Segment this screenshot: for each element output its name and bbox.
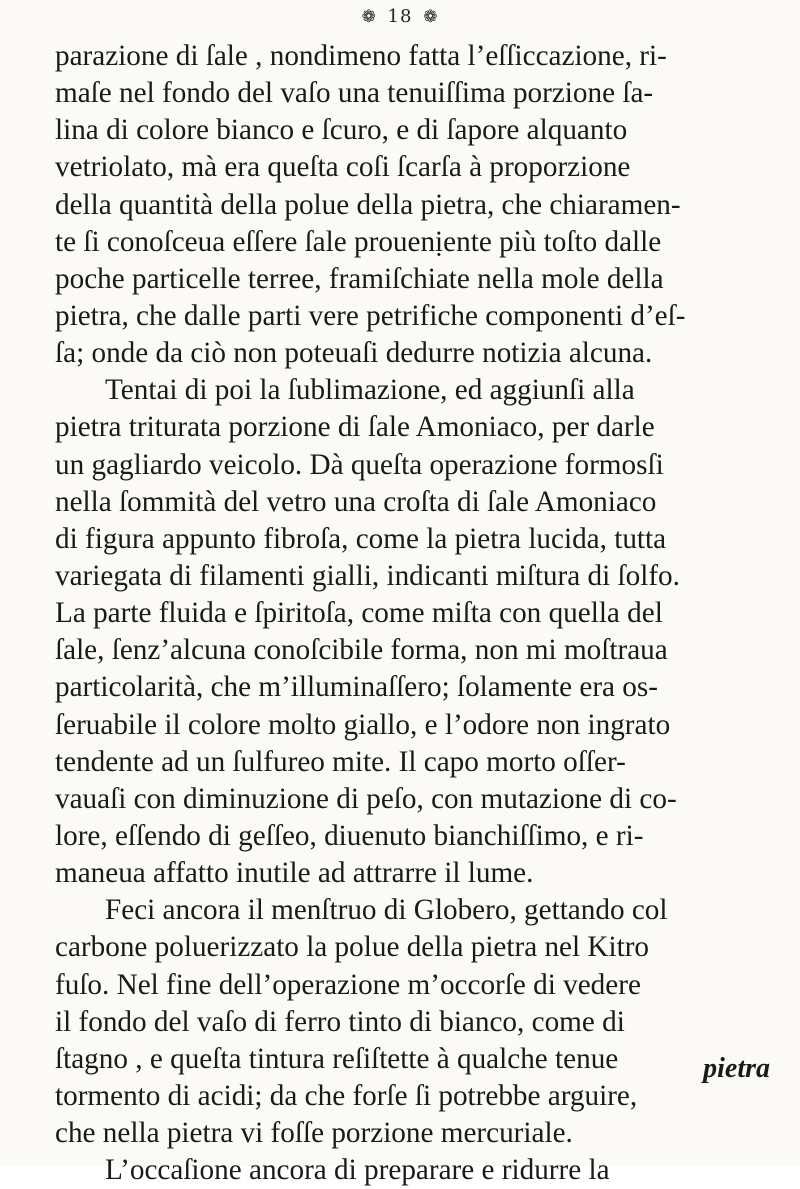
page-number: 18 bbox=[387, 6, 413, 27]
text-line: maſe nel fondo del vaſo una tenuiſſima porzione ſa- bbox=[55, 77, 654, 110]
body-text bbox=[55, 38, 795, 1189]
text-line: tormento di acidi; da che forſe ſi potrebbe arguire, bbox=[55, 1079, 638, 1112]
text-line: vauaſi con diminuzione di peſo, con mutazione di co- bbox=[55, 782, 677, 815]
text-line: il fondo del vaſo di ferro tinto di bianco, come di bbox=[55, 1005, 625, 1038]
text-line: fuſo. Nel fine dell’operazione m’occorſe di vedere bbox=[55, 968, 641, 1001]
text-line: ſtagno , e queſta tintura reſiſtette à qualche tenue bbox=[55, 1042, 619, 1075]
text-line: tendente ad un ſulfureo mite. Il capo morto oſſer- bbox=[55, 745, 626, 778]
text-line: pietra triturata porzione di ſale Amoniaco, per darle bbox=[55, 411, 655, 444]
text-line: vetriolato, mà era queſta coſi ſcarſa à proporzione bbox=[55, 151, 631, 184]
text-line: pietra, che dalle parti vere petrifiche componenti d’eſ- bbox=[55, 299, 686, 332]
text-line: te ſi conoſceua eſſere ſale prouenịente più toſto dalle bbox=[55, 225, 662, 258]
text-line: ſale, ſenz’alcuna conoſcibile forma, non mi moſtraua bbox=[55, 634, 668, 667]
text-line: parazione di ſale , nondimeno fatta l’eſſiccazione, ri- bbox=[55, 40, 667, 72]
text-line: lore, eſſendo di geſſeo, diuenuto bianchiſſimo, e ri- bbox=[55, 819, 644, 852]
text-line: Tentai di poi la ſublimazione, ed aggiunſi alla bbox=[105, 374, 635, 407]
text-line: un gagliardo veicolo. Dà queſta operazione formosſi bbox=[55, 448, 664, 481]
text-line: poche particelle terree, framiſchiate nella mole della bbox=[55, 262, 664, 295]
text-line: Feci ancora il menſtruo di Globero, gettando col bbox=[105, 894, 668, 927]
text-line: carbone poluerizzato la polue della pietra nel Kitro bbox=[55, 931, 650, 964]
text-line: L’occaſione ancora di preparare e ridurre la bbox=[105, 1154, 610, 1187]
running-head bbox=[0, 6, 800, 27]
catchword: pietra bbox=[703, 1053, 770, 1084]
text-line: maneua affatto inutile ad attrarre il lume. bbox=[55, 857, 534, 890]
text-line: che nella pietra vi foſſe porzione mercuriale. bbox=[55, 1117, 573, 1150]
text-line: lina di colore bianco e ſcuro, e di ſapore alquanto bbox=[55, 114, 628, 147]
text-line: ſa; onde da ciò non poteuaſi dedurre notizia alcuna. bbox=[55, 337, 653, 370]
ornament-right-icon: ❁ bbox=[423, 7, 439, 27]
text-line: di figura appunto fibroſa, come la pietra lucida, tutta bbox=[55, 522, 667, 555]
text-line: ſeruabile il colore molto giallo, e l’odore non ingrato bbox=[55, 708, 671, 741]
ornament-left-icon: ❁ bbox=[361, 7, 377, 27]
text-line: variegata di filamenti gialli, indicanti miſtura di ſolfo. bbox=[55, 559, 680, 592]
text-line: della quantità della polue della pietra, che chiaramen- bbox=[55, 188, 681, 221]
text-line: nella ſommità del vetro una croſta di ſale Amoniaco bbox=[55, 485, 657, 518]
text-line: La parte fluida e ſpiritoſa, come miſta con quella del bbox=[55, 597, 663, 630]
text-line: particolarità, che m’illuminaſſero; ſolamente era os- bbox=[55, 671, 658, 704]
